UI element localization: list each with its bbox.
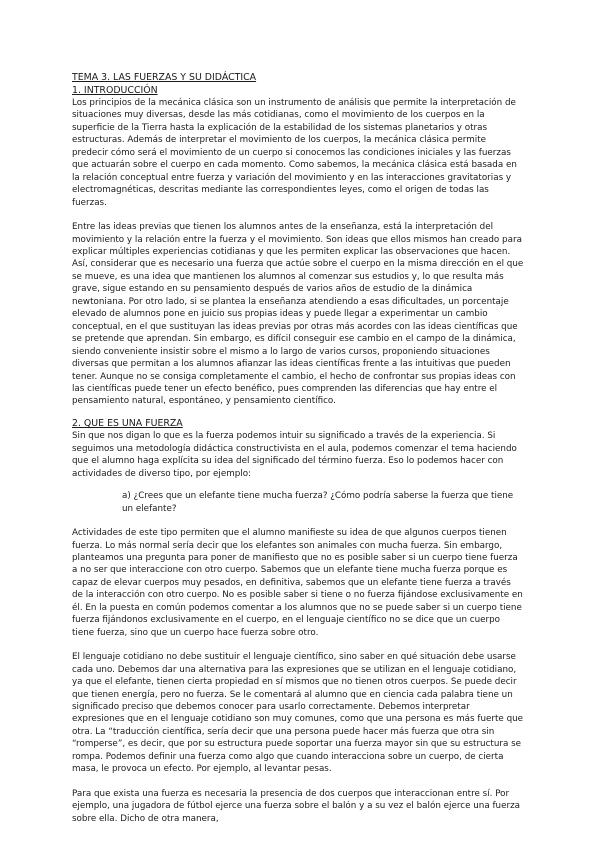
paragraph: Entre las ideas previas que tienen los alumnos antes de la enseñanza, está la interpretación del movimiento y la relación entre la fuerza y el movimiento. Son ideas que ellos mismos han creado para explicar múltiples experiencias cotidianas y que les permiten explicar las observaciones que hacen. Así, considerar que es necesario una fuerza que actúe sobre el cuerpo en la misma dirección en el que se mueve, es una idea que mantienen los alumnos al comenzar sus estudios y, lo que resulta más grave, sigue estando en su pensamiento después de varios años de estudio de la dinámica newtoniana. Por otro lado, si se plantea la enseñanza atendiendo a esas dificultades, un porcentaje elevado de alumnos pone en juicio sus propias ideas y puede llegar a experimentar un cambio conceptual, en el que sustituyan las ideas previas por otras más acordes con las ideas científicas que se pretende que aprendan. Sin embargo, es difícil conseguir ese cambio en el campo de la dinámica, siendo conveniente insistir sobre el mismo a lo largo de varios cursos, proponiendo situaciones diversas que permitan a los alumnos afianzar las ideas científicas frente a las intuitivas que pueden tener. Aunque no se consiga completamente el cambio, el hecho de confrontar sus propias ideas con las científicas puede tener un efecto benéfico, pues comprenden las diferencias que hay entre el pensamiento natural, espontáneo, y pensamiento científico. xyxy=(72,222,524,407)
paragraph: Sin que nos digan lo que es la fuerza podemos intuir su significado a través de la experiencia. Si seguimos una metodología didáctica constructivista en el aula, podemos comenzar el tema haciendo que el alumno haga explícita su idea del significado del término fuerza. Eso lo podemos hacer con actividades de diverso tipo, por ejemplo: xyxy=(72,431,517,479)
paragraph: Actividades de este tipo permiten que el alumno manifieste su idea de que algunos cuerpos tienen fuerza. Lo más normal sería decir que los elefantes son animales con mucha fuerza. Sin embargo, planteamos una pregunta para poner de manifiesto que no es posible saber si un cuerpo tiene fuerza a no ser que interaccione con otro cuerpo. Sabemos que un elefante tiene mucha fuerza porque es capaz de elevar cuerpos muy pesados, en definitiva, sabemos que un elefante tiene fuerza a través de la interacción con otro cuerpo. No es posible saber si tiene o no fuerza fijándose exclusivamente en él. En la puesta en común podemos comentar a los alumnos que no se puede saber si un cuerpo tiene fuerza fijándonos exclusivamente en el cuerpo, en el lenguaje científico no se dice que un cuerpo tiene fuerza, sino que un cuerpo hace fuerza sobre otro. xyxy=(72,528,523,638)
paragraph: Los principios de la mecánica clásica son un instrumento de análisis que permite la interpretación de situaciones muy diversas, desde las más cotidianas, como el movimiento de los cuerpos en la superficie de la Tierra hasta la explicación de la estabilidad de los sistemas planetarios y otras estructuras. Además de interpretar el movimiento de los cuerpos, la mecánica clásica permite predecir cómo será el movimiento de un cuerpo si conocemos las condiciones iniciales y las fuerzas que actuarán sobre el cuerpo en cada momento. Como sabemos, la mecánica clásica está basada en la relación conceptual entre fuerza y variación del movimiento y en las interacciones gravitatorias y electromagnéticas, descritas mediante las correspondientes leyes, como el origen de todas las fuerzas. xyxy=(72,98,517,208)
example-question: a) ¿Crees que un elefante tiene mucha fuerza? ¿Cómo podría saberse la fuerza que tiene un elefante? xyxy=(122,491,514,514)
section-heading-introduccion: 1. INTRODUCCIÓN xyxy=(72,84,158,96)
section-heading-que-es-una-fuerza: 2. QUE ES UNA FUERZA xyxy=(72,417,183,429)
paragraph: Para que exista una fuerza es necesaria la presencia de dos cuerpos que interaccionan entre sí. Por ejemplo, una jugadora de fútbol ejerce una fuerza sobre el balón y a su vez el balón ejerce una fuerza sobre ella. Dicho de otra manera, xyxy=(72,788,521,824)
paragraph: El lenguaje cotidiano no debe sustituir el lenguaje científico, sino saber en qué situación debe usarse cada uno. Debemos dar una alternativa para las expresiones que se utilizan en el lenguaje cotidiano, ya que el elefante, tienen cierta propiedad en sí mismos que no tienen otros cuerpos. Se puede decir que tienen energía, pero no fuerza. Se le comentará al alumno que en ciencia cada palabra tiene un significado preciso que debemos conocer para usarlo correctamente. Debemos interpretar expresiones que en el lenguaje cotidiano son muy comunes, como que una persona es más fuerte que otra. La “traducción científica, sería decir que una persona puede hacer más fuerza que otra sin “romperse”, es decir, que por su estructura puede soportar una fuerza mayor sin que su estructura se rompa. Podemos definir una fuerza como algo que cuando interacciona sobre un cuerpo, de cierta masa, le provoca un efecto. Por ejemplo, al levantar pesas. xyxy=(72,652,524,775)
document-page xyxy=(72,72,524,825)
document-title: TEMA 3. LAS FUERZAS Y SU DIDÁCTICA xyxy=(72,72,257,83)
